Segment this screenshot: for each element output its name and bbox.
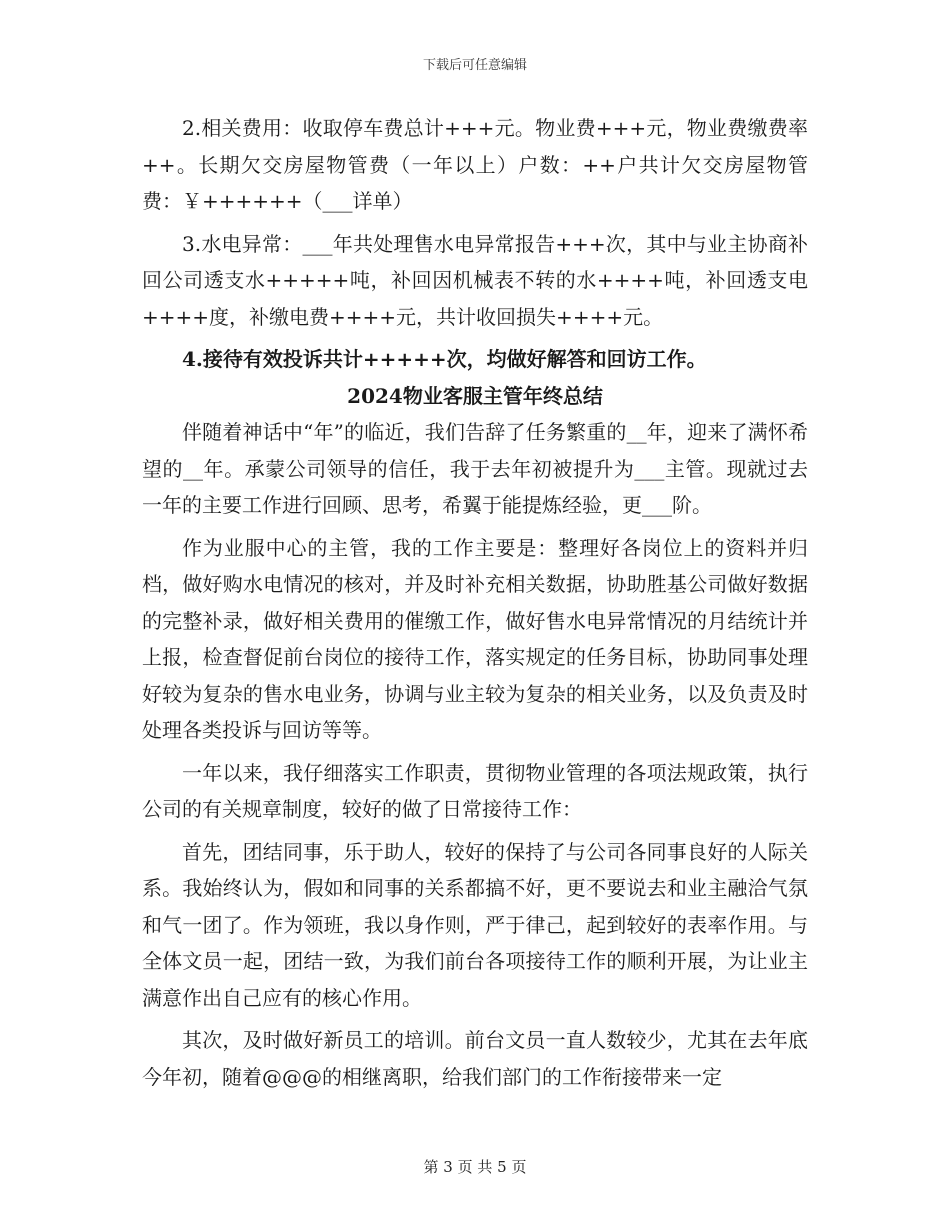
paragraph-second: 其次，及时做好新员工的培训。前台文员一直人数较少，尤其在去年底今年初，随着@@@的相继离职，给我们部门的工作衔接带来一定 bbox=[142, 1028, 808, 1089]
section-title: 2024物业客服主管年终总结 bbox=[347, 383, 603, 408]
document-body bbox=[142, 110, 808, 1095]
paragraph-year-review: 一年以来，我仔细落实工作职责，贯彻物业管理的各项法规政策，执行公司的有关规章制度，较好的做了日常接待工作： bbox=[142, 760, 808, 821]
paragraph-water-electric: 3.水电异常：___年共处理售水电异常报告+++次，其中与业主协商补回公司透支水+++++吨，补回因机械表不转的水++++吨，补回透支电++++度，补缴电费++++元，共计收回损失++++元。 bbox=[142, 231, 808, 329]
paragraph-first: 首先，团结同事，乐于助人，较好的保持了与公司各同事良好的人际关系。我始终认为，假如和同事的关系都搞不好，更不要说去和业主融洽气氛和气一团了。作为领班，我以身作则，严于律己，起到较好的表率作用。与全体文员一起，团结一致，为我们前台各项接待工作的顺利开展，为让业主满意作出自己应有的核心作用。 bbox=[142, 839, 808, 1010]
page-header: 下载后可任意编辑 bbox=[422, 58, 527, 73]
paragraph-complaints: 4.接待有效投诉共计+++++次，均做好解答和回访工作。 bbox=[182, 347, 707, 371]
page-footer: 第 3 页 共 5 页 bbox=[423, 1158, 527, 1176]
paragraph-duties: 作为业服中心的主管，我的工作主要是：整理好各岗位上的资料并归档，做好购水电情况的核对，并及时补充相关数据，协助胜基公司做好数据的完整补录，做好相关费用的催缴工作，做好售水电异常情况的月结统计并上报，检查督促前台岗位的接待工作，落实规定的任务目标，协助同事处理好较为复杂的售水电业务，协调与业主较为复杂的相关业务，以及负责及时处理各类投诉与回访等等。 bbox=[142, 535, 808, 742]
paragraph-intro: 伴随着神话中“年”的临近，我们告辞了任务繁重的__年，迎来了满怀希望的__年。承蒙公司领导的信任，我于去年初被提升为___主管。现就过去一年的主要工作进行回顾、思考，希翼于能提炼经验，更___阶。 bbox=[142, 420, 808, 517]
paragraph-fees: 2.相关费用：收取停车费总计+++元。物业费+++元，物业费缴费率++。长期欠交房屋物管费（一年以上）户数：++户共计欠交房屋物管费：￥++++++（___详单） bbox=[142, 116, 808, 213]
